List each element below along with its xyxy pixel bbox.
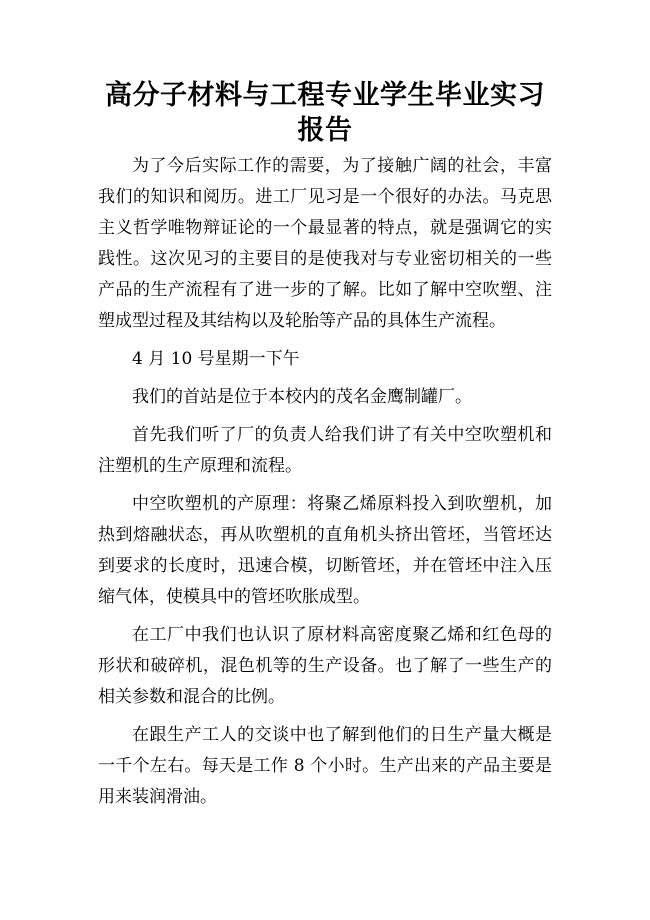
paragraph-production-output: 在跟生产工人的交谈中也了解到他们的日生产量大概是一千个左右。每天是工作 8 个小时。生产出来的产品主要是用来装润滑油。: [98, 725, 552, 807]
paragraph-briefing: 首先我们听了厂的负责人给我们讲了有关中空吹塑机和注塑机的生产原理和流程。: [98, 425, 552, 476]
paragraph-intro: 为了今后实际工作的需要，为了接触广阔的社会，丰富我们的知识和阅历。进工厂见习是一个很好的办法。马克思主义哲学唯物辩证论的一个最显著的特点，就是强调它的实践性。这次见习的主要目的是使我对与专业密切相关的一些产品的生产流程有了进一步的了解。比如了解中空吹塑、注塑成型过程及其结构以及轮胎等产品的具体生产流程。: [98, 156, 552, 331]
paragraph-date: 4 月 10 号星期一下午: [132, 349, 300, 369]
document-title: 高分子材料与工程专业学生毕业实习报告: [105, 80, 545, 146]
paragraph-materials-equipment: 在工厂中我们也认识了原材料高密度聚乙烯和红色母的形状和破碎机，混色机等的生产设备。也了解了一些生产的相关参数和混合的比例。: [98, 625, 552, 707]
paragraph-blow-molding-principle: 中空吹塑机的产原理：将聚乙烯原料投入到吹塑机，加热到熔融状态，再从吹塑机的直角机头挤出管坯，当管坯达到要求的长度时，迅速合模，切断管坯，并在管坯中注入压缩气体，使模具中的管坯吹胀成型。: [98, 494, 552, 607]
paragraph-first-stop: 我们的首站是位于本校内的茂名金鹰制罐厂。: [132, 387, 472, 407]
